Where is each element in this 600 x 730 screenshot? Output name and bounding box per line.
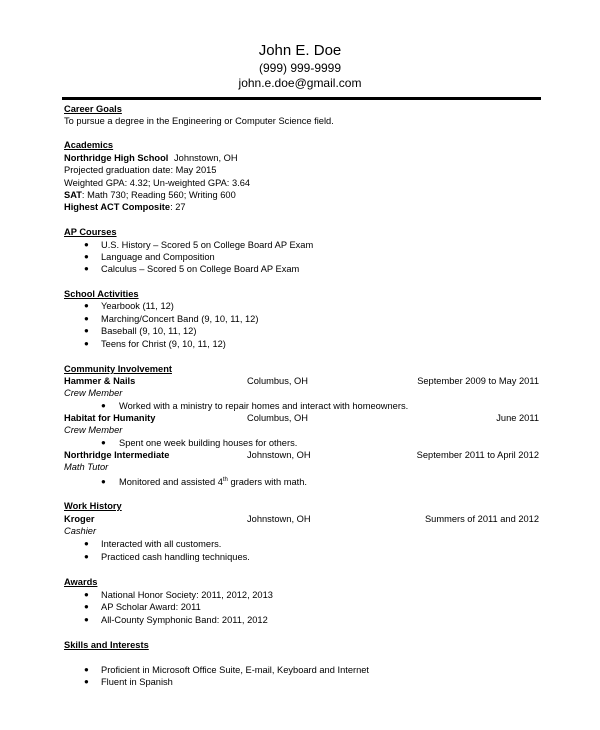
work-history-heading: Work History [64,501,122,511]
community-org: Habitat for Humanity [64,413,156,423]
bullet-icon: ● [84,590,89,599]
act-line [64,201,186,213]
gpa-line: Weighted GPA: 4.32; Un-weighted GPA: 3.64 [64,178,251,188]
bullet-icon: ● [84,264,89,273]
career-goals-text: To pursue a degree in the Engineering or Computer Science field. [64,116,334,126]
bullet-icon: ● [84,326,89,335]
bullet-icon: ● [101,401,106,410]
resume-email: john.e.doe@gmail.com [238,76,362,90]
list-item: Proficient in Microsoft Office Suite, E-mail, Keyboard and Internet [101,665,370,675]
graduation-date: Projected graduation date: May 2015 [64,165,217,175]
act-label: Highest ACT Composite [64,202,171,212]
community-role: Crew Member [64,388,123,398]
list-item: Language and Composition [101,252,215,262]
list-item: National Honor Society: 2011, 2012, 2013 [101,590,273,600]
list-item: Fluent in Spanish [101,677,173,687]
bullet-icon: ● [84,339,89,348]
list-item: Interacted with all customers. [101,539,222,549]
header-divider [62,97,541,100]
community-detail [119,476,307,488]
school-name: Northridge High School [64,153,169,163]
list-item: Marching/Concert Band (9, 10, 11, 12) [101,314,259,324]
community-role: Crew Member [64,425,123,435]
employer-location: Johnstown, OH [247,514,311,524]
resume-phone: (999) 999-9999 [258,61,342,75]
career-goals-heading: Career Goals [64,104,122,114]
employment-dates: Summers of 2011 and 2012 [424,514,539,524]
community-location: Columbus, OH [247,413,308,423]
bullet-icon: ● [84,677,89,686]
skills-heading: Skills and Interests [64,640,149,650]
community-detail: Worked with a ministry to repair homes and interact with homeowners. [119,401,409,411]
community-dates: September 2009 to May 2011 [417,376,539,386]
school-activities-heading: School Activities [64,289,139,299]
school-location: Johnstown, OH [174,153,238,163]
ordinal-suffix: th [222,476,228,483]
bullet-icon: ● [84,240,89,249]
list-item: Calculus – Scored 5 on College Board AP Exam [101,264,300,274]
work-role: Cashier [64,526,97,536]
list-item: All-County Symphonic Band: 2011, 2012 [101,615,268,625]
resume-name: John E. Doe [258,42,342,59]
list-item: AP Scholar Award: 2011 [101,602,201,612]
bullet-icon: ● [84,665,89,674]
bullet-icon: ● [101,438,106,447]
bullet-icon: ● [84,301,89,310]
detail-text: graders with math. [227,477,307,487]
bullet-icon: ● [84,552,89,561]
community-dates: September 2011 to April 2012 [416,450,539,460]
employer-name: Kroger [64,514,95,524]
bullet-icon: ● [101,477,106,486]
list-item: Yearbook (11, 12) [101,301,174,311]
bullet-icon: ● [84,252,89,261]
community-location: Columbus, OH [247,376,308,386]
community-org: Hammer & Nails [64,376,136,386]
community-heading: Community Involvement [64,364,172,374]
community-detail: Spent one week building houses for others. [119,438,298,448]
bullet-icon: ● [84,314,89,323]
list-item: Practiced cash handling techniques. [101,552,250,562]
community-org: Northridge Intermediate [64,450,170,460]
bullet-icon: ● [84,615,89,624]
list-item: Teens for Christ (9, 10, 11, 12) [101,339,226,349]
awards-heading: Awards [64,577,98,587]
community-dates: June 2011 [496,413,539,423]
sat-line [64,189,236,201]
list-item: Baseball (9, 10, 11, 12) [101,326,197,336]
community-location: Johnstown, OH [247,450,311,460]
sat-value: : Math 730; Reading 560; Writing 600 [81,190,236,200]
detail-text: Monitored and assisted 4 [119,477,223,487]
act-value: : 27 [170,202,186,212]
bullet-icon: ● [84,602,89,611]
sat-label: SAT [64,190,82,200]
bullet-icon: ● [84,539,89,548]
list-item: U.S. History – Scored 5 on College Board AP Exam [101,240,314,250]
academics-heading: Academics [64,140,114,150]
community-role: Math Tutor [64,462,109,472]
ap-courses-heading: AP Courses [64,227,117,237]
